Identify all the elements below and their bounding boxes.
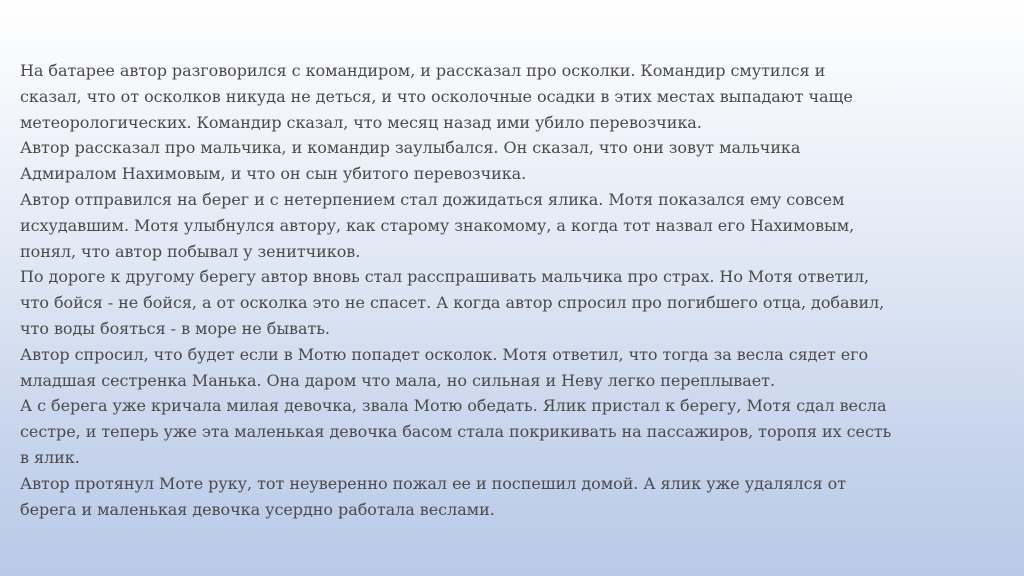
text-line: что воды бояться - в море не бывать. bbox=[20, 318, 330, 338]
text-line: в ялик. bbox=[20, 447, 80, 467]
text-line: исхудавшим. Мотя улыбнулся автору, как старому знакомому, а когда тот назвал его Нахимовым, bbox=[20, 215, 855, 235]
text-line: Адмиралом Нахимовым, и что он сын убитого перевозчика. bbox=[20, 164, 527, 184]
text-line: Автор отправился на берег и с нетерпением стал дожидаться ялика. Мотя показался ему совсем bbox=[20, 189, 845, 209]
slide-text bbox=[20, 58, 1024, 522]
text-line: На батарее автор разговорился с командиром, и рассказал про осколки. Командир смутился и bbox=[20, 61, 826, 80]
text-line: По дороге к другому берегу автор вновь стал расспрашивать мальчика про страх. Но Мотя ответил, bbox=[20, 267, 870, 287]
text-line: сказал, что от осколков никуда не деться, и что осколочные осадки в этих местах выпадают чаще bbox=[20, 86, 853, 106]
text-line: А с берега уже кричала милая девочка, звала Мотю обедать. Ялик пристал к берегу, Мотя сдал весла bbox=[20, 396, 887, 416]
text-line: Автор спросил, что будет если в Мотю попадет осколок. Мотя ответил, что тогда за весла сядет его bbox=[20, 344, 869, 364]
text-line: Автор рассказал про мальчика, и командир заулыбался. Он сказал, что они зовут мальчика bbox=[20, 138, 801, 158]
text-line: берега и маленькая девочка усердно работала веслами. bbox=[20, 499, 495, 519]
text-line: что бойся - не бойся, а от осколка это не спасет. А когда автор спросил про погибшего отца, добавил, bbox=[20, 293, 885, 313]
text-line: сестре, и теперь уже эта маленькая девочка басом стала покрикивать на пассажиров, торопя их сесть bbox=[20, 422, 892, 442]
text-line: понял, что автор побывал у зенитчиков. bbox=[20, 241, 361, 261]
text-line: младшая сестренка Манька. Она даром что мала, но сильная и Неву легко переплывает. bbox=[20, 370, 775, 390]
text-line: Автор протянул Моте руку, тот неуверенно пожал ее и поспешил домой. А ялик уже удалялся от bbox=[20, 473, 847, 493]
text-line: метеорологических. Командир сказал, что месяц назад ими убило перевозчика. bbox=[20, 112, 702, 132]
